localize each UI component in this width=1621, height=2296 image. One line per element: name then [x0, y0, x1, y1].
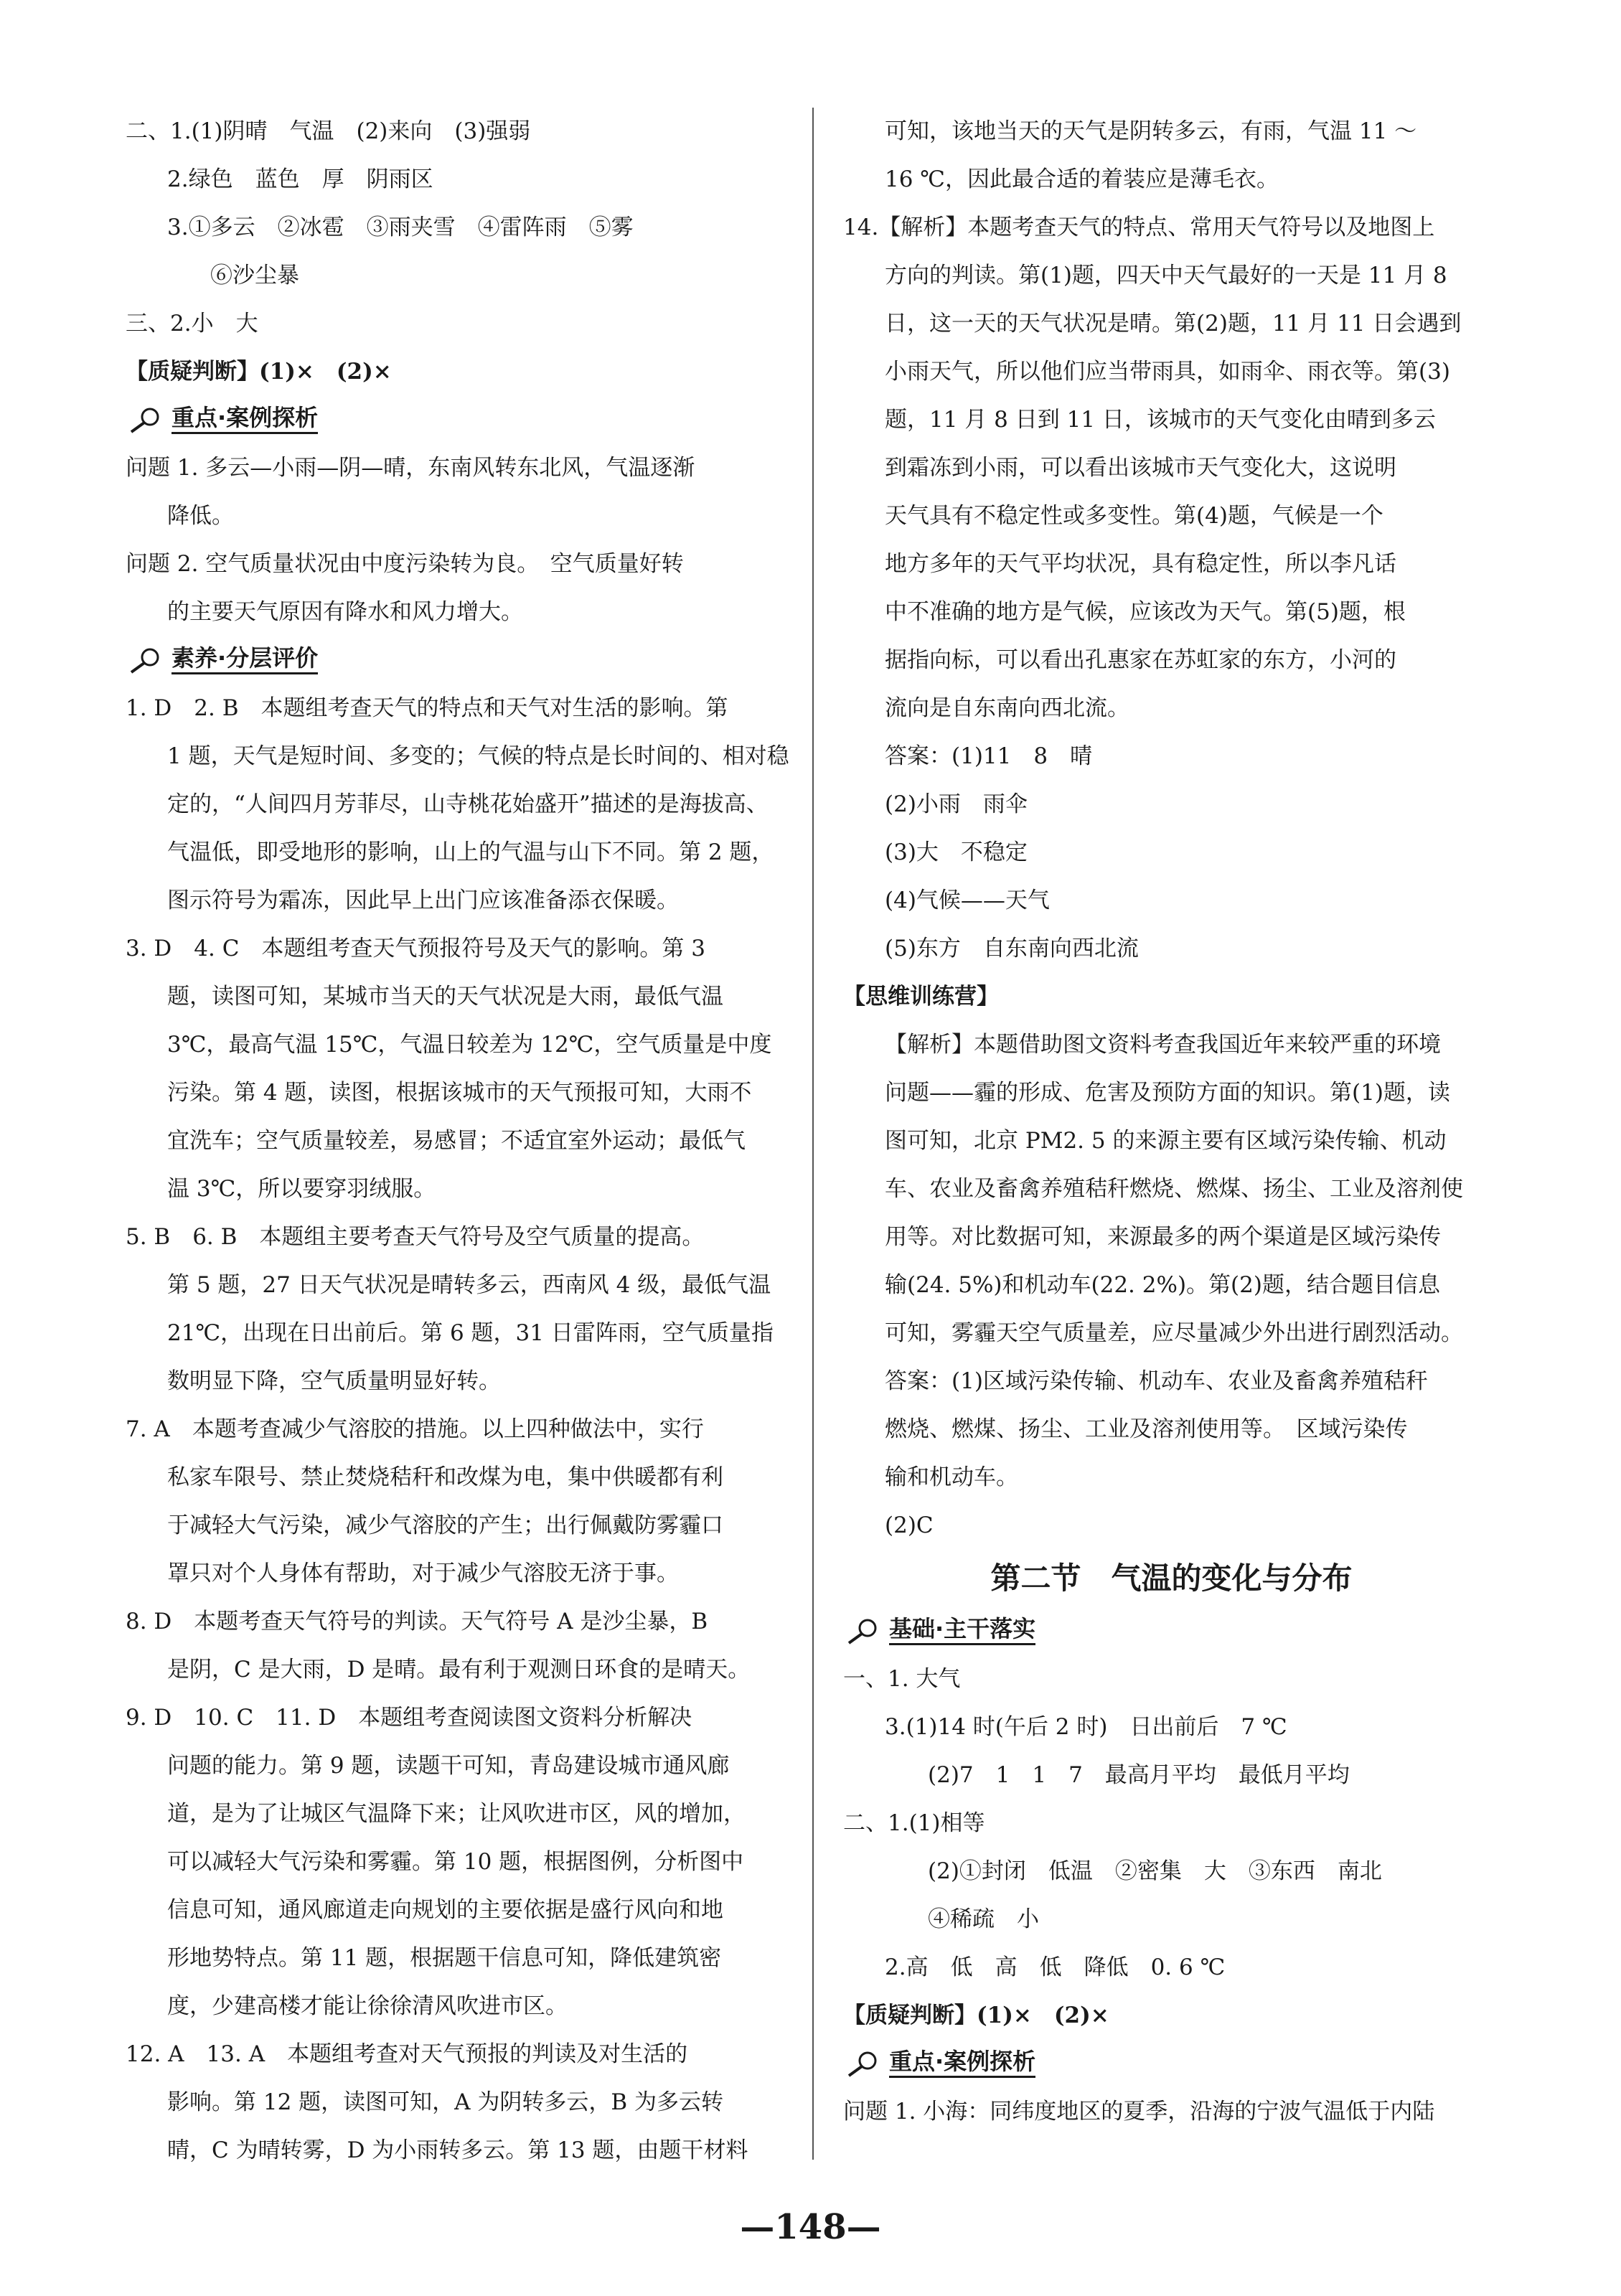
answer-line: 一、1. 大气 [843, 1666, 961, 1692]
text-line: 定的，“人间四月芳菲尽，山寺桃花始盛开”描述的是海拔高、 [167, 791, 769, 817]
section-title: 基础·主干落实 [889, 1617, 1035, 1645]
section-title: 素养·分层评价 [172, 646, 318, 674]
magnifier-icon [126, 406, 166, 435]
text-line: 日，这一天的天气状况是晴。第(2)题，11 月 11 日会遇到 [885, 311, 1462, 337]
text-line: 是阴，C 是大雨，D 是晴。最有利于观测日环食的是晴天。 [167, 1657, 751, 1683]
text-line: 问题 2. 空气质量状况由中度污染转为良。 空气质量好转 [126, 551, 684, 577]
text-line: 16 ℃，因此最合适的着装应是薄毛衣。 [885, 166, 1279, 192]
answer-line: 答案：(1)区域污染传输、机动车、农业及畜禽养殖秸秆 [885, 1368, 1428, 1394]
section-title: 重点·案例探析 [889, 2050, 1035, 2078]
text-line: 据指向标，可以看出孔惠家在苏虹家的东方，小河的 [885, 647, 1396, 673]
answer-line: (2)C [885, 1512, 934, 1538]
answer-line: 输和机动车。 [885, 1464, 1018, 1490]
text-line: 问题 1. 小海：同纬度地区的夏季，沿海的宁波气温低于内陆 [843, 2099, 1435, 2125]
magnifier-icon [126, 646, 166, 675]
text-line: 私家车限号、禁止焚烧秸秆和改煤为电，集中供暖都有利 [167, 1464, 723, 1490]
text-line: 污染。第 4 题，读图，根据该城市的天气预报可知，大雨不 [167, 1080, 752, 1106]
text-line: 的主要天气原因有降水和风力增大。 [167, 599, 523, 625]
text-line: 5. B 6. B 本题组主要考查天气符号及空气质量的提高。 [126, 1224, 705, 1250]
text-line: 可以减轻大气污染和雾霾。第 10 题，根据图例，分析图中 [167, 1849, 744, 1875]
answer-line: ⑥沙尘暴 [210, 263, 299, 288]
text-line: 9. D 10. C 11. D 本题组考查阅读图文资料分析解决 [126, 1705, 692, 1731]
section-title: 重点·案例探析 [172, 406, 318, 434]
text-line: 道，是为了让城区气温降下来；让风吹进市区，风的增加， [167, 1801, 746, 1827]
answer-line: (3)大 不稳定 [885, 839, 1028, 865]
text-line: 宜洗车；空气质量较差，易感冒；不适宜室外运动；最低气 [167, 1128, 746, 1154]
text-line: 罩只对个人身体有帮助，对于减少气溶胶无济于事。 [167, 1561, 679, 1586]
text-line: 7. A 本题考查减少气溶胶的措施。以上四种做法中，实行 [126, 1416, 704, 1442]
text-line: 形地势特点。第 11 题，根据题干信息可知，降低建筑密 [167, 1945, 722, 1971]
text-line: 度，少建高楼才能让徐徐清风吹进市区。 [167, 1993, 568, 2019]
answer-line: 2.绿色 蓝色 厚 阴雨区 [167, 166, 433, 192]
text-line: 降低。 [167, 503, 234, 529]
text-line: 图示符号为霜冻，因此早上出门应该准备添衣保暖。 [167, 888, 679, 913]
text-line: 方向的判读。第(1)题，四天中天气最好的一天是 11 月 8 [885, 263, 1447, 288]
text-line: 信息可知，通风廊道走向规划的主要依据是盛行风向和地 [167, 1897, 723, 1923]
text-line: 问题的能力。第 9 题，读题干可知，青岛建设城市通风廊 [167, 1753, 730, 1779]
text-line: 天气具有不稳定性或多变性。第(4)题，气候是一个 [885, 503, 1383, 529]
text-line: 输(24. 5%)和机动车(22. 2%)。第(2)题，结合题目信息 [885, 1272, 1440, 1298]
magnifier-icon [843, 2050, 883, 2079]
text-line: 气温低，即受地形的影响，山上的气温与山下不同。第 2 题， [167, 839, 774, 865]
text-line: 【解析】本题借助图文资料考查我国近年来较严重的环境 [885, 1032, 1441, 1058]
magnifier-icon [843, 1617, 883, 1646]
text-line: 图可知，北京 PM2. 5 的来源主要有区域污染传输、机动 [885, 1128, 1447, 1154]
left-column [126, 108, 800, 2175]
text-line: 12. A 13. A 本题组考查对天气预报的判读及对生活的 [126, 2041, 688, 2067]
text-line: 于减轻大气污染，减少气溶胶的产生；出行佩戴防雾霾口 [167, 1512, 723, 1538]
answer-line: 3.①多云 ②冰雹 ③雨夹雪 ④雷阵雨 ⑤雾 [167, 215, 634, 240]
answer-line: 2.高 低 高 低 降低 0. 6 ℃ [885, 1954, 1226, 1980]
text-line: 1 题，天气是短时间、多变的；气候的特点是长时间的、相对稳 [167, 743, 789, 769]
answer-line: (2)①封闭 低温 ②密集 大 ③东西 南北 [928, 1858, 1382, 1884]
text-line: 问题——霾的形成、危害及预防方面的知识。第(1)题，读 [885, 1080, 1450, 1106]
text-line: 3℃，最高气温 15℃，气温日较差为 12℃，空气质量是中度 [167, 1032, 772, 1058]
answer-line: 燃烧、燃煤、扬尘、工业及溶剂使用等。 区域污染传 [885, 1416, 1408, 1442]
answer-line: 3.(1)14 时(午后 2 时) 日出前后 7 ℃ [885, 1714, 1287, 1740]
answer-line: ④稀疏 小 [928, 1906, 1039, 1932]
text-line: 晴，C 为晴转雾，D 为小雨转多云。第 13 题，由题干材料 [167, 2137, 748, 2163]
answer-line: 二、1.(1)相等 [843, 1810, 985, 1836]
text-line: 1. D 2. B 本题组考查天气的特点和天气对生活的影响。第 [126, 695, 728, 721]
doubt-judgment: 【质疑判断】(1)× (2)× [126, 359, 392, 385]
text-line: 地方多年的天气平均状况，具有稳定性，所以李凡话 [885, 551, 1396, 577]
answer-line: (5)东方 自东南向西北流 [885, 936, 1139, 961]
text-line: 小雨天气，所以他们应当带雨具，如雨伞、雨衣等。第(3) [885, 359, 1450, 385]
thinking-training-label: 【思维训练营】 [843, 984, 999, 1010]
answer-line: 三、2.小 大 [126, 311, 258, 337]
text-line: 数明显下降，空气质量明显好转。 [167, 1368, 501, 1394]
text-line: 用等。对比数据可知，来源最多的两个渠道是区域污染传 [885, 1224, 1441, 1250]
text-line: 中不准确的地方是气候，应该改为天气。第(5)题，根 [885, 599, 1406, 625]
text-line: 题，11 月 8 日到 11 日，该城市的天气变化由晴到多云 [885, 407, 1436, 433]
text-line: 到霜冻到小雨，可以看出该城市天气变化大，这说明 [885, 455, 1396, 481]
answer-line: 答案：(1)11 8 晴 [885, 743, 1093, 769]
section-header [843, 1607, 1500, 1655]
text-line: 影响。第 12 题，读图可知，A 为阴转多云，B 为多云转 [167, 2089, 724, 2115]
answer-line: 二、1.(1)阴晴 气温 (2)来向 (3)强弱 [126, 118, 531, 144]
section-header [126, 396, 800, 444]
section-header [843, 2040, 1500, 2088]
text-line: 21℃，出现在日出前后。第 6 题，31 日雷阵雨，空气质量指 [167, 1320, 774, 1346]
answer-line: (4)气候——天气 [885, 888, 1050, 913]
text-line: 8. D 本题考查天气符号的判读。天气符号 A 是沙尘暴，B [126, 1609, 708, 1634]
page-number: —148— [740, 2207, 881, 2247]
text-line: 题，读图可知，某城市当天的天气状况是大雨，最低气温 [167, 984, 723, 1010]
text-line: 可知，雾霾天空气质量差，应尽量减少外出进行剧烈活动。 [885, 1320, 1463, 1346]
doubt-judgment: 【质疑判断】(1)× (2)× [843, 2003, 1109, 2028]
text-line: 车、农业及畜禽养殖秸秆燃烧、燃煤、扬尘、工业及溶剂使 [885, 1176, 1463, 1202]
text-line: 14.【解析】本题考查天气的特点、常用天气符号以及地图上 [843, 215, 1435, 240]
text-line: 第 5 题，27 日天气状况是晴转多云，西南风 4 级，最低气温 [167, 1272, 771, 1298]
text-line: 流向是自东南向西北流。 [885, 695, 1129, 721]
text-line: 温 3℃，所以要穿羽绒服。 [167, 1176, 436, 1202]
column-divider [812, 108, 814, 2160]
chapter-title: 第二节 气温的变化与分布 [990, 1561, 1353, 1596]
section-header [126, 636, 800, 684]
text-line: 问题 1. 多云—小雨—阴—晴，东南风转东北风，气温逐渐 [126, 455, 695, 481]
right-column [843, 108, 1500, 2136]
answer-line: (2)7 1 1 7 最高月平均 最低月平均 [928, 1762, 1350, 1788]
answer-line: (2)小雨 雨伞 [885, 791, 1028, 817]
text-line: 可知，该地当天的天气是阴转多云，有雨，气温 11 ～ [885, 118, 1417, 144]
text-line: 3. D 4. C 本题组考查天气预报符号及天气的影响。第 3 [126, 936, 706, 961]
